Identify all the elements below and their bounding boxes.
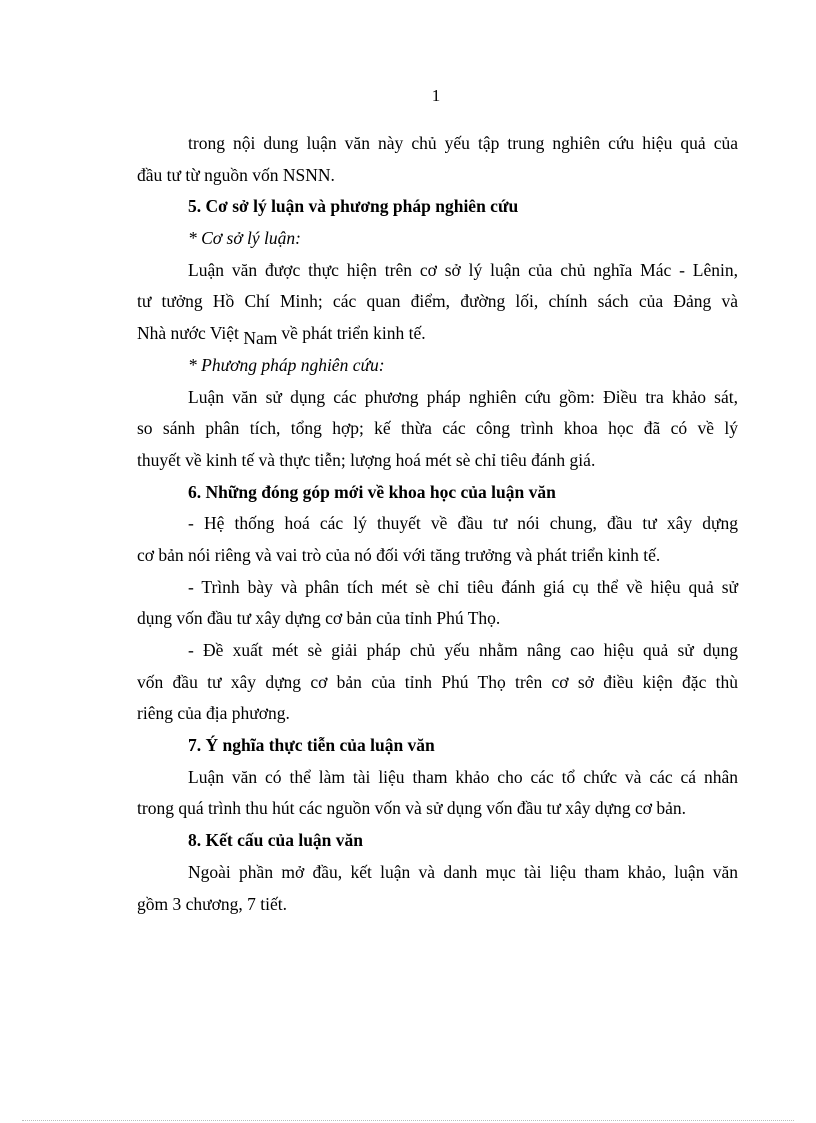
page-number: 1	[431, 86, 441, 105]
paragraph-line: Ngoài phần mở đầu, kết luận và danh mục tài liệu tham khảo, luận văn	[188, 861, 738, 882]
paragraph-line: thuyết về kinh tế và thực tiễn; lượng hoá mét sè chỉ tiêu đánh giá.	[137, 449, 596, 470]
text-fragment: về phát triển kinh tế.	[281, 323, 426, 344]
document-body	[137, 128, 738, 920]
paragraph-line: trong quá trình thu hút các nguồn vốn và sử dụng vốn đầu tư xây dựng cơ bản.	[137, 798, 687, 819]
subheading-theory: * Cơ sở lý luận:	[188, 228, 301, 249]
subheading-method: * Phương pháp nghiên cứu:	[188, 354, 385, 375]
paragraph-line: đầu tư từ nguồn vốn NSNN.	[137, 164, 335, 185]
paragraph-line: - Hệ thống hoá các lý thuyết về đầu tư nói chung, đầu tư xây dựng	[188, 513, 738, 534]
paragraph-line: so sánh phân tích, tổng hợp; kế thừa các công trình khoa học đã có về lý	[137, 418, 738, 439]
section-heading-6: 6. Những đóng góp mới về khoa học của luận văn	[188, 481, 556, 502]
section-heading-7: 7. Ý nghĩa thực tiễn của luận văn	[188, 735, 435, 756]
paragraph-line: vốn đầu tư xây dựng cơ bản của tỉnh Phú Thọ trên cơ sở điều kiện đặc thù	[137, 671, 738, 692]
paragraph-line: - Trình bày và phân tích mét sè chỉ tiêu đánh giá cụ thể về hiệu quả sử	[188, 576, 738, 597]
paragraph-line: cơ bản nói riêng và vai trò của nó đối với tăng trưởng và phát triển kinh tế.	[137, 544, 661, 565]
paragraph-line: tư tưởng Hồ Chí Minh; các quan điểm, đường lối, chính sách của Đảng và	[137, 291, 738, 312]
section-heading-5: 5. Cơ sở lý luận và phương pháp nghiên cứu	[188, 196, 519, 217]
paragraph-line: riêng của địa phương.	[137, 703, 290, 724]
page-bottom-divider	[22, 1120, 794, 1121]
paragraph-line: Luận văn sử dụng các phương pháp nghiên cứu gồm: Điều tra khảo sát,	[188, 386, 738, 407]
section-heading-8: 8. Kết cấu của luận văn	[188, 830, 364, 851]
paragraph-line: - Đề xuất mét sè giải pháp chủ yếu nhằm nâng cao hiệu quả sử dụng	[188, 640, 738, 660]
text-fragment-lowered: Nam	[243, 328, 278, 349]
paragraph-line: gồm 3 chương, 7 tiết.	[137, 893, 287, 914]
paragraph-line	[137, 318, 738, 350]
paragraph-line: dụng vốn đầu tư xây dựng cơ bản của tỉnh Phú Thọ.	[137, 608, 501, 629]
paragraph-line: trong nội dung luận văn này chủ yếu tập trung nghiên cứu hiệu quả của	[188, 133, 738, 153]
paragraph-line: Luận văn có thể làm tài liệu tham khảo cho các tổ chức và các cá nhân	[188, 766, 738, 787]
text-fragment: Nhà nước Việt	[137, 323, 239, 344]
paragraph-line: Luận văn được thực hiện trên cơ sở lý luận của chủ nghĩa Mác - Lênin,	[188, 259, 738, 280]
